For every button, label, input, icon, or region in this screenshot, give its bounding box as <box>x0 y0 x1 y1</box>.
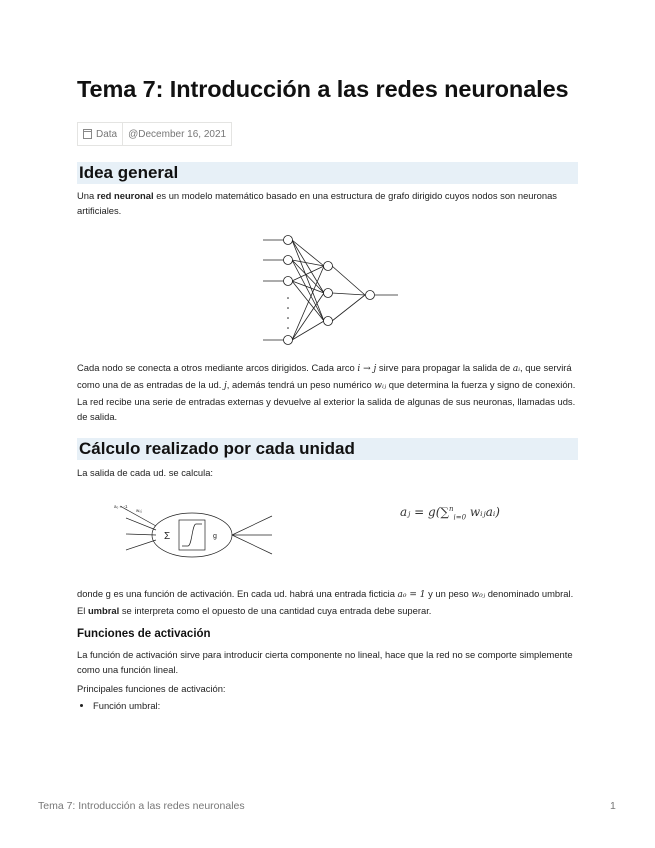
paragraph-principales: Principales funciones de activación: <box>77 683 226 694</box>
footer-title: Tema 7: Introducción a las redes neuronales <box>38 800 245 812</box>
paragraph-intro: Una red neuronal es un modelo matemático basado en una estructura de grafo dirigido cuyos nodos son neuronas artificiales. <box>77 190 557 216</box>
bullet-list <box>77 700 160 711</box>
bias-label: a₀ = -1 <box>114 504 128 509</box>
output-node <box>366 291 375 300</box>
activation-formula: aⱼ = g(∑$^n_{i=0}$ wᵢⱼaᵢ) <box>400 505 500 522</box>
input-node <box>284 336 293 345</box>
paragraph-activation: La función de activación sirve para introducir cierta componente no lineal, hace que la red no se comporte simplemente como una función lineal. <box>77 649 573 675</box>
property-value[interactable]: @December 16, 2021 <box>122 123 231 145</box>
hidden-node <box>324 289 333 298</box>
bold-term: red neuronal <box>96 190 154 201</box>
paragraph-umbral: donde g es una función de activación. En cada ud. habrá una entrada ficticia a₀ = 1 y un peso w₀ⱼ denominado umbral. El umbral se interpreta como el opuesto de una cantidad cuya entrada debe superar. <box>77 588 574 616</box>
hidden-node <box>324 262 333 271</box>
input-node <box>284 256 293 265</box>
input-node <box>284 236 293 245</box>
sum-symbol: Σ <box>164 531 171 542</box>
section-heading-calculo: Cálculo realizado por cada unidad <box>77 438 578 460</box>
section-heading-idea-general: Idea general <box>77 162 578 184</box>
neuron-unit-diagram <box>112 498 282 570</box>
paragraph-calc-intro: La salida de cada ud. se calcula: <box>77 467 214 478</box>
list-item: • Función umbral: <box>93 700 160 711</box>
page-title: Tema 7: Introducción a las redes neuronales <box>77 76 569 102</box>
bias-weight-label: w₀ⱼ <box>136 508 142 513</box>
properties-row <box>77 122 232 146</box>
bold-term: umbral <box>87 605 120 616</box>
property-label <box>78 123 122 145</box>
paragraph-nodes: Cada nodo se conecta a otros mediante arcos dirigidos. Cada arco i → j sirve para propagar la salida de aᵢ, que servirá como una de as entradas de la ud. j, además tendrá un peso numérico wᵢⱼ que determina la fuerza y signo de conexión. La red recibe una serie de entradas externas y devuelve al exterior la salida de algunas de sus neuronas, llamadas uds. de salida. <box>77 362 576 422</box>
hidden-node <box>324 317 333 326</box>
g-symbol: g <box>213 533 217 540</box>
calendar-icon <box>83 129 92 139</box>
footer-page-number: 1 <box>610 800 616 812</box>
neural-network-diagram <box>258 228 403 348</box>
subsection-heading: Funciones de activación <box>77 628 211 640</box>
input-node <box>284 277 293 286</box>
property-label-text: Data <box>96 128 118 140</box>
